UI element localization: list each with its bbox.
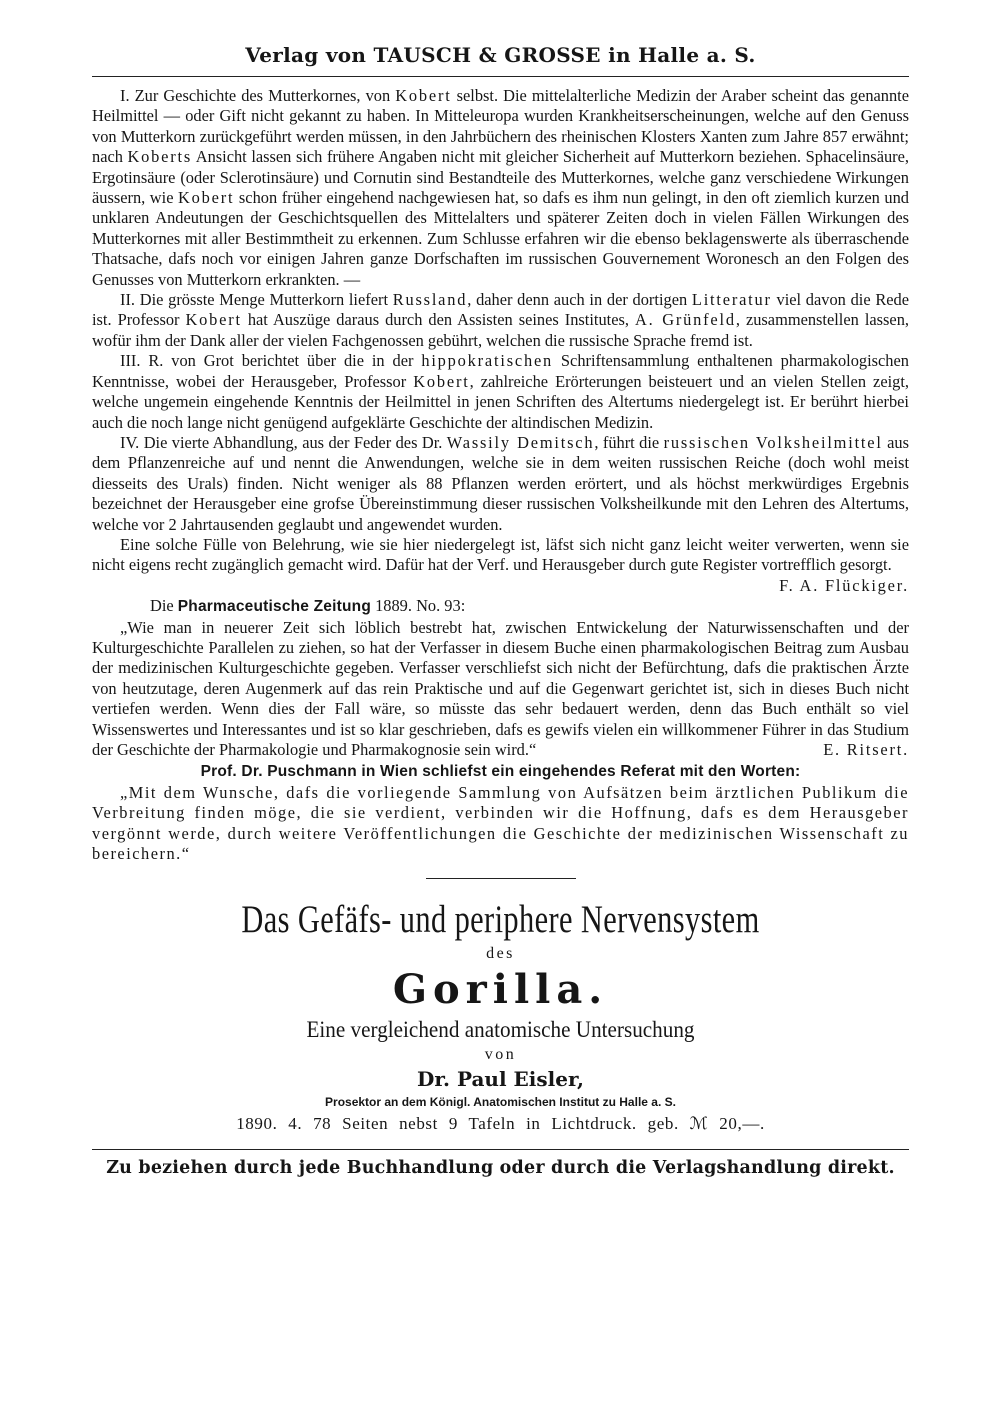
text-span: I. Zur Geschichte des Mutterkornes, von bbox=[120, 86, 396, 105]
section-divider bbox=[426, 878, 576, 879]
review-paragraph-3 bbox=[92, 351, 909, 433]
text-span: , zusammenstellen lassen, wofür ihm der Dank aller der vielen Fachgenossen gebührt, welchen die russische Sprache fremd ist. bbox=[92, 310, 909, 350]
spaced-name: Kobert bbox=[395, 86, 452, 105]
book-affiliation: Prosektor an dem Königl. Anatomischen Institut zu Halle a. S. bbox=[325, 1095, 676, 1110]
pz-quote bbox=[92, 618, 909, 761]
book-subject: Gorilla. bbox=[392, 966, 609, 1014]
quote-signature: E. Ritsert. bbox=[823, 740, 909, 759]
spaced-name: Kobert bbox=[178, 188, 235, 208]
book-des: des bbox=[486, 945, 515, 963]
journal-name: Pharmaceutische Zeitung bbox=[177, 598, 371, 616]
spaced-name: Kobert bbox=[413, 371, 470, 391]
book-von: von bbox=[484, 1046, 517, 1064]
text-span: Schriftensammlung enthaltenen pharmakologischen Kenntnisse, wobei der Herausgeber, Professor bbox=[92, 351, 909, 391]
header-rule bbox=[92, 76, 909, 77]
text-span: , zahlreiche Erörterungen beisteuert und an vielen Stellen zeigt, welche ungemein eingehende Kenntnis der Heilmittel in jenen Schriften des Altertums niedergelegt ist. Er berührt hierbei auch die noch lange nicht genügend aufgeklärte Geschichte der altindischen Medizin. bbox=[92, 371, 909, 432]
spaced-name: Kobert bbox=[185, 310, 242, 330]
puschmann-quote: „Mit dem Wunsche, dafs die vorliegende Sammlung von Aufsätzen beim ärztlichen Publikum die Verbreitung finden möge, die sie verdient, verbinden wir die Hoffnung, dafs es dem Herausgeber vergönnt werde, durch weitere Veröffentlichungen die Geschichte der medizinischen Wissenschaft zu bereichern.“ bbox=[92, 782, 909, 864]
review-paragraph-1 bbox=[92, 86, 909, 290]
text-span: II. Die grösste Menge Mutterkorn liefert bbox=[120, 290, 393, 310]
text-span: viel davon die Rede ist. Professor bbox=[92, 290, 909, 330]
text-span: aus dem Pflanzenreiche auf und nennt die Anwendungen, welche sie in dem weiten russischen Reiche (doch wohl meist diesseits des Urals) finden. Nicht weniger als 88 Pflanzen werden erörtert, und als höchst merkwürdiges Ergebnis bezeichnet der Herausgeber eine grofse Übereinstimmung dieser russischen Volksheilkunde mit den Lehren des Altertums, welche vor 2 Jahrtausenden geglaubt und angewendet wurden. bbox=[92, 432, 909, 534]
book-announcement bbox=[92, 897, 909, 1137]
text-span: IV. Die vierte Abhandlung, aus der Feder des Dr. bbox=[120, 432, 447, 452]
text-span: hat Auszüge daraus durch den Assisten seines Institutes, bbox=[241, 310, 635, 330]
spaced-name: Litteratur bbox=[691, 290, 772, 310]
book-subtitle: Eine vergleichend anatomische Untersuchung bbox=[306, 1017, 695, 1043]
advertisement-page bbox=[92, 38, 909, 1398]
text-span: , führt die bbox=[594, 432, 664, 452]
spaced-name: russischen Volksheilmittel bbox=[663, 432, 883, 452]
review-paragraph-2 bbox=[92, 290, 909, 351]
book-publication-line: 1890. 4. 78 Seiten nebst 9 Tafeln in Lichtdruck. geb. ℳ 20,—. bbox=[236, 1114, 765, 1134]
text-span: schon früher eingehend nachgewiesen hat, so dafs es ihm nun gelingt, in den oft ziemlich kurzen und unklaren Andeutungen der Geschichtsquellen des Mittelalters und späterer Zeiten doch in vielen Fällen Wirkungen des Mutterkornes mit aller Bestimmtheit zu erkennen. Zum Schlusse erfahren wir die ebenso beklagenswerte als überraschende Thatsache, dafs noch vor einigen Jahren ganze Dorfschaften im russischen Gouvernement Woronesch an den Folgen des Genusses von Mutterkorn erkrankten. — bbox=[92, 188, 909, 289]
review-section bbox=[92, 86, 909, 864]
book-title: Das Gefäfs- und periphere Nervensystem bbox=[241, 898, 760, 942]
spaced-name: hippokratischen bbox=[421, 351, 554, 371]
review-paragraph-4 bbox=[92, 433, 909, 535]
spaced-name: A. Grünfeld bbox=[634, 310, 736, 330]
quote-text: „Wie man in neuerer Zeit sich löblich bestrebt hat, zwischen Entwickelung der Naturwissenschaften und der Kulturgeschichte Parallelen zu ziehen, so hat der Verfasser in diesem Buche einen pharmakologischen Beitrag zum Ausbau der medizinischen Kulturgeschichte gegeben. Verfasser verschliefst sich nicht der Befürchtung, dafs die praktischen Ärzte von heutzutage, deren Augenmerk auf das rein Praktische und auf die Gegenwart gerichtet ist, sich in dieses Buch nicht vertiefen werden. Wenn dies der Fall wäre, so müsste das sehr bedauert werden, denn das Buch enthält so viel Wissenswertes und Interessantes und ist so klar geschrieben, dafs es gewifs vielen ein willkommener Führer in das Studium der Geschichte der Pharmakologie und Pharmakognosie sein wird.“ bbox=[92, 617, 909, 759]
text-span: Ansicht lassen sich frühere Angaben nicht mit gleicher Sicherheit auf Mutterkorn beziehen. Sphacelinsäure, Ergotinsäure (oder Sclerotinsäure) und Cornutin sind Bestandteile des Mutterkornes, welche ganz verschiedene Wirkungen äussern, wie bbox=[92, 147, 909, 208]
review-signature: F. A. Flückiger. bbox=[779, 575, 909, 595]
pz-intro bbox=[150, 596, 909, 617]
review-paragraph-5 bbox=[92, 534, 909, 595]
book-author: Dr. Paul Eisler, bbox=[416, 1067, 584, 1092]
publisher-header: Verlag von TAUSCH & GROSSE in Halle a. S. bbox=[245, 43, 756, 67]
spaced-name: Koberts bbox=[127, 147, 193, 167]
spaced-name: Wassily Demitsch bbox=[446, 432, 595, 452]
text-span: III. R. von Grot berichtet über die in der bbox=[120, 351, 422, 371]
text-span: 1889. No. 93: bbox=[371, 596, 466, 616]
text-span: Die bbox=[150, 596, 178, 616]
text-span: Eine solche Fülle von Belehrung, wie sie hier niedergelegt ist, läfst sich nicht ganz leicht weiter verwerten, wenn sie nicht eigens recht zugänglich gemacht wird. Dafür hat der Verf. und Herausgeber durch gute Register vortrefflich gesorgt. bbox=[92, 534, 909, 575]
spaced-name: Russland bbox=[392, 290, 468, 310]
footer-line: Zu beziehen durch jede Buchhandlung oder durch die Verlagshandlung direkt. bbox=[106, 1158, 895, 1179]
puschmann-heading: Prof. Dr. Puschmann in Wien schliefst ein eingehendes Referat mit den Worten: bbox=[200, 763, 801, 781]
text-span: selbst. Die mittelalterliche Medizin der Araber scheint das genannte Heilmittel — oder Gift nicht gekannt zu haben. In Mitteleuropa wurden Krankheitserscheinungen, welche auf den Genuss von Mutterkorn zurückgeführt werden müssen, in den Jahrbüchern des rheinischen Klosters Xanten zum Jahre 857 erwähnt; nach bbox=[92, 86, 910, 167]
footer-rule bbox=[92, 1149, 909, 1150]
text-span: , daher denn auch in der dortigen bbox=[467, 290, 692, 310]
